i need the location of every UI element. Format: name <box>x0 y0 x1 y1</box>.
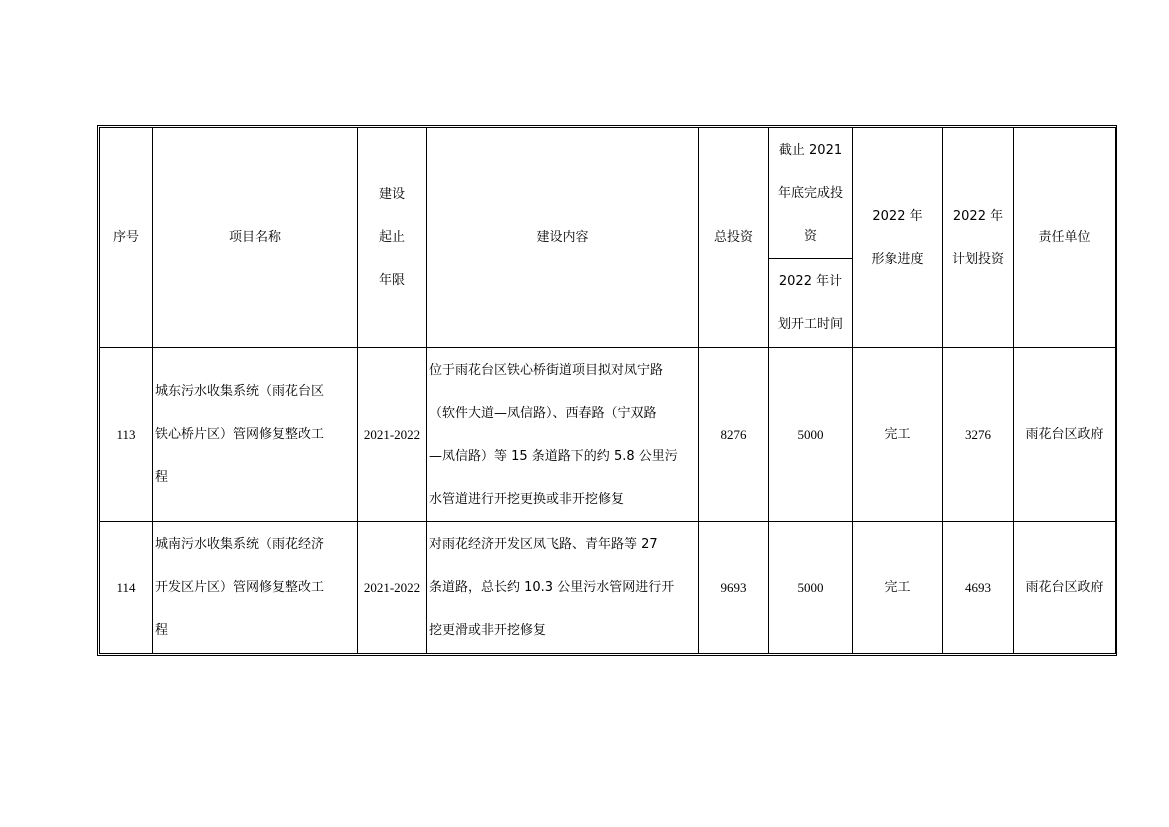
header-split-cell <box>769 128 852 347</box>
header-completed-and-start <box>769 128 853 348</box>
row-period: 2021-2022 <box>358 348 427 522</box>
header-total-investment: 总投资 <box>699 128 769 348</box>
row-content-line: 对雨花经济开发区凤飞路、青年路等 27 <box>429 537 658 552</box>
table-row <box>100 348 1116 522</box>
row-name-line: 程 <box>155 623 169 638</box>
row-plan-investment: 3276 <box>943 348 1014 522</box>
header-start-time <box>769 259 852 348</box>
row-project-name <box>153 348 358 522</box>
row-total-investment: 8276 <box>699 348 769 522</box>
row-content-line: 水管道进行开挖更换或非开挖修复 <box>429 491 625 507</box>
row-completed-investment: 5000 <box>769 522 853 654</box>
row-plan-investment: 4693 <box>943 522 1014 654</box>
row-seq: 113 <box>100 348 153 522</box>
header-completed-line: 截止 2021 <box>778 142 843 158</box>
row-content-line: 条道路，总长约 10.3 公里污水管网进行开 <box>429 580 675 595</box>
header-plan-investment <box>943 128 1014 348</box>
row-responsible-unit: 雨花台区政府 <box>1014 348 1116 522</box>
row-content <box>427 522 699 654</box>
header-completed-investment <box>769 128 852 259</box>
header-period <box>358 128 427 348</box>
row-content-line: 位于雨花台区铁心桥街道项目拟对凤宁路 <box>429 362 664 378</box>
header-responsible-unit: 责任单位 <box>1014 128 1116 348</box>
header-project-name: 项目名称 <box>153 128 358 348</box>
row-name-line: 开发区片区）管网修复整改工 <box>155 580 325 595</box>
header-content: 建设内容 <box>427 128 699 348</box>
header-period-line: 建设 <box>378 187 405 202</box>
row-content-line: —凤信路）等 15 条道路下的约 5.8 公里污 <box>429 448 678 464</box>
row-name-line: 程 <box>155 470 169 485</box>
table-row <box>100 522 1116 654</box>
row-content-line: 挖更滑或非开挖修复 <box>429 623 547 638</box>
header-plan-line: 2022 年 <box>952 208 1004 224</box>
header-progress-line: 2022 年 <box>872 208 923 224</box>
header-period-line: 年限 <box>378 273 405 288</box>
header-start-line: 划开工时间 <box>777 317 843 332</box>
row-seq: 114 <box>100 522 153 654</box>
row-progress: 完工 <box>853 348 943 522</box>
header-start-line: 2022 年计 <box>778 274 843 289</box>
project-table <box>99 127 1116 654</box>
header-period-line: 起止 <box>378 230 405 245</box>
header-progress-line: 形象进度 <box>871 251 924 267</box>
row-responsible-unit: 雨花台区政府 <box>1014 522 1116 654</box>
row-name-line: 城东污水收集系统（雨花台区 <box>155 384 325 399</box>
row-total-investment: 9693 <box>699 522 769 654</box>
header-completed-line: 年底完成投 <box>777 185 843 201</box>
header-plan-line: 计划投资 <box>951 251 1004 267</box>
row-project-name <box>153 522 358 654</box>
header-completed-line: 资 <box>803 228 817 244</box>
row-content <box>427 348 699 522</box>
row-progress: 完工 <box>853 522 943 654</box>
row-name-line: 铁心桥片区）管网修复整改工 <box>155 427 325 442</box>
header-row <box>100 128 1116 348</box>
header-seq: 序号 <box>100 128 153 348</box>
row-content-line: （软件大道—凤信路）、西春路（宁双路 <box>429 405 657 421</box>
row-completed-investment: 5000 <box>769 348 853 522</box>
row-period: 2021-2022 <box>358 522 427 654</box>
row-name-line: 城南污水收集系统（雨花经济 <box>155 537 325 552</box>
header-progress <box>853 128 943 348</box>
